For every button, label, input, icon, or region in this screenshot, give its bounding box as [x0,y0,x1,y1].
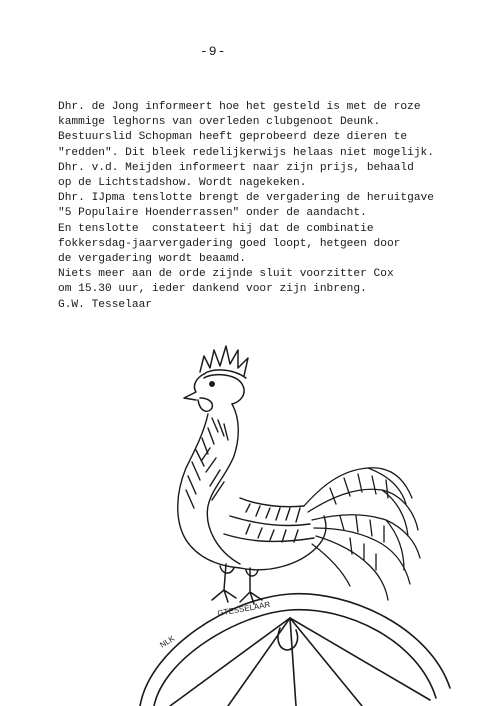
text-line: Dhr. de Jong informeert hoe het gesteld is met de roze [58,101,421,113]
text-line: kammige leghorns van overleden clubgenoot Deunk. [58,116,381,129]
comb [200,346,248,378]
text-line: En tenslotte constateert hij dat de combinatie [58,222,374,235]
rooster-head [184,374,244,411]
svg-text:NLK: NLK [158,633,177,650]
text-line: om 15.30 uur, ieder dankend voor zijn inbreng. [58,283,367,296]
text-line: "5 Populaire Hoenderrassen" onder de aandacht. [58,207,367,220]
text-line: Bestuurslid Schopman heeft geprobeerd deze dieren te [58,131,408,144]
svg-text:GTESSELAAR: GTESSELAAR [216,599,271,618]
minutes-text [58,100,468,313]
rooster-body [178,404,326,570]
wagon-wheel [140,594,450,706]
signature-line: G.W. Tesselaar [58,298,152,311]
page-number: -9- [200,44,227,59]
text-line: de vergadering wordt beaamd. [58,253,246,266]
text-line: fokkersdag-jaarvergadering goed loopt, hetgeen door [58,237,401,250]
text-line: Niets meer aan de orde zijnde sluit voorzitter Cox [58,268,394,281]
text-line: Dhr. IJpma tenslotte brengt de vergadering de heruitgave [58,192,434,205]
text-line: Dhr. v.d. Meijden informeert naar zijn prijs, behaald [58,161,414,174]
rooster-illustration [100,328,460,706]
rooster-tail [304,468,420,600]
text-line: op de Lichtstadshow. Wordt nagekeken. [58,177,307,190]
text-line: "redden". Dit bleek redelijkerwijs helaas niet mogelijk. [58,146,434,159]
